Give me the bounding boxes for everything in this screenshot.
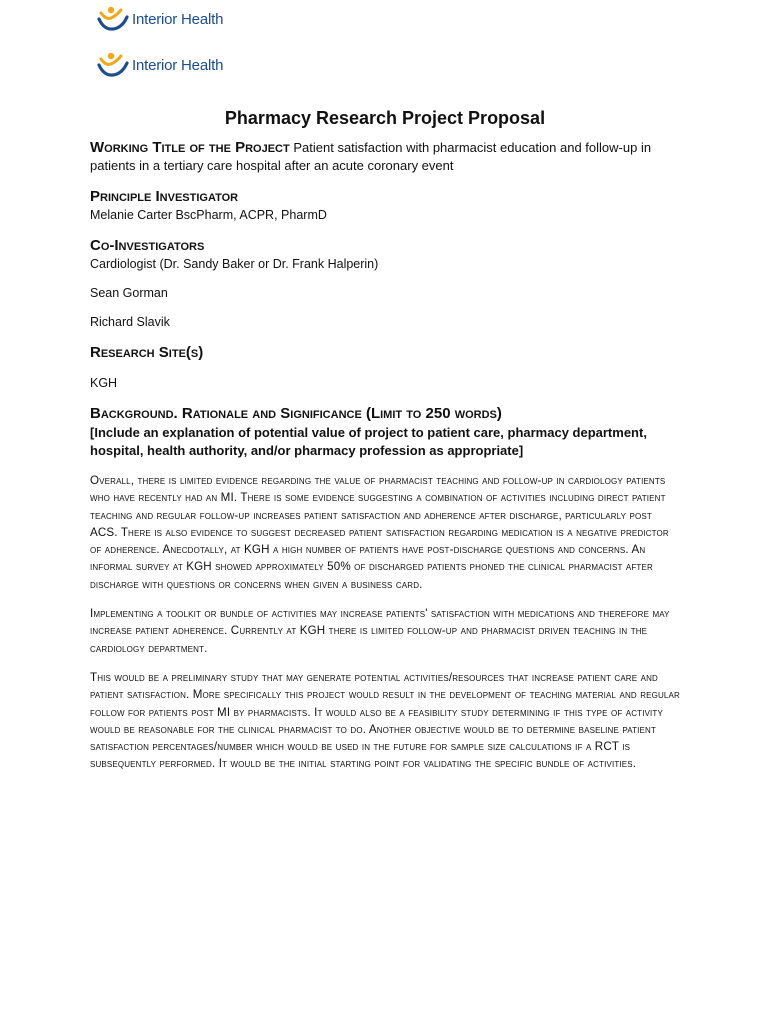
interior-health-logo-icon [96, 50, 130, 80]
co-investigator: Sean Gorman [90, 286, 168, 300]
section-heading: Research Site(s) [90, 344, 204, 361]
section-heading: Background. Rationale and Significance (Limit to 250 words) [90, 405, 502, 422]
logo-brand-text: Interior Health [132, 56, 224, 74]
research-site-section [90, 343, 680, 392]
proposal-document [90, 108, 680, 773]
principal-investigator-section [90, 187, 680, 224]
interior-health-logo [96, 50, 223, 80]
working-title-label: Working Title of the Project [90, 139, 290, 156]
background-paragraph: Implementing a toolkit or bundle of activities may increase patients' satisfaction with medications and therefore may increase patient adherence. Currently at KGH there is limited follow-up and pharmacist driven teaching in the cardiology department. [90, 607, 670, 655]
principal-investigator-name: Melanie Carter BscPharm, ACPR, PharmD [90, 208, 327, 222]
page-title: Pharmacy Research Project Proposal [224, 108, 546, 128]
research-site-value: KGH [90, 376, 118, 390]
section-heading: Principle Investigator [90, 188, 239, 205]
background-instruction: [Include an explanation of potential value of project to patient care, pharmacy department, hospital, health authority, and/or pharmacy profession as appropriate] [90, 425, 647, 458]
background-section [90, 404, 680, 773]
co-investigator: Richard Slavik [90, 315, 170, 329]
working-title-section [90, 139, 680, 175]
background-paragraph: This would be a preliminary study that may generate potential activities/resources that increase patient care and patient satisfaction. More specifically this project would result in the development of teaching material and regular follow for patients post MI by pharmacists. It would also be a feasibility study determining if this type of activity would be reasonable for the clinical pharmacist to do. Another objective would be to determine baseline patient satisfaction percentages/number which would be used in the future for sample size calculations if a RCT is subsequently performed. It would be the initial starting point for validating the specific bundle of activities. [90, 670, 680, 771]
section-heading: Co-Investigators [90, 237, 205, 254]
interior-health-logo [96, 4, 223, 34]
logo-brand-text: Interior Health [132, 10, 224, 28]
co-investigators-section [90, 236, 680, 331]
interior-health-logo-icon [96, 4, 130, 34]
co-investigator: Cardiologist (Dr. Sandy Baker or Dr. Frank Halperin) [90, 257, 379, 271]
working-title-value: Patient satisfaction with pharmacist education and follow-up in patients in a tertiary care hospital after an acute coronary event [90, 140, 652, 173]
background-paragraph: Overall, there is limited evidence regarding the value of pharmacist teaching and follow-up in cardiology patients who have recently had an MI. There is some evidence suggesting a combination of activities including direct patient teaching and regular follow-up increases patient satisfaction and adherence after discharge, particularly post ACS. There is also evidence to suggest decreased patient satisfaction regarding medication is a negative predictor of adherence. Anecdotally, at KGH a high number of patients have post-discharge questions and concerns. An informal survey at KGH showed approximately 50% of discharged patients phoned the clinical pharmacist after discharge with questions or concerns when given a business card. [90, 474, 669, 591]
